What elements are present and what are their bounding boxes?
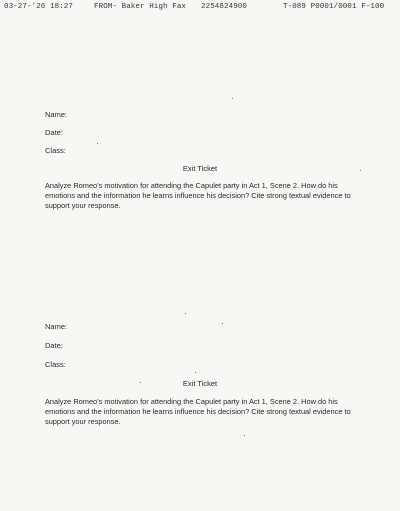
fax-date-time: 03-27-'26 18:27 <box>4 3 74 11</box>
ticket-prompt: Analyze Romeo's motivation for attending the Capulet party in Act 1, Scene 2. How do his emotions and the information he learns influence his decision? Cite strong textual evidence to support your response. <box>45 397 351 427</box>
scan-speck <box>195 372 196 373</box>
scan-speck <box>222 323 223 324</box>
scan-speck <box>360 170 361 171</box>
scan-speck <box>185 313 186 314</box>
ticket-prompt: Analyze Romeo's motivation for attending the Capulet party in Act 1, Scene 2. How do his emotions and the information he learns influence his decision? Cite strong textual evidence to support your response. <box>45 181 351 211</box>
scan-speck <box>232 98 233 99</box>
class-label: Class: <box>45 360 66 369</box>
ticket-title: Exit Ticket <box>182 379 218 388</box>
name-label: Name: <box>45 322 68 331</box>
scan-speck <box>140 382 141 383</box>
fax-header <box>0 3 400 15</box>
class-label: Class: <box>45 146 66 155</box>
ticket-title: Exit Ticket <box>182 164 218 173</box>
scan-speck <box>97 143 98 144</box>
fax-sender: FROM- Baker High Fax <box>94 3 187 11</box>
fax-number: 2254824900 <box>201 3 248 11</box>
name-label: Name: <box>45 110 68 119</box>
scan-speck <box>244 435 245 436</box>
date-label: Date: <box>45 128 63 137</box>
fax-page-info: T-089 P0001/0001 F-100 <box>283 3 385 11</box>
date-label: Date: <box>45 341 63 350</box>
